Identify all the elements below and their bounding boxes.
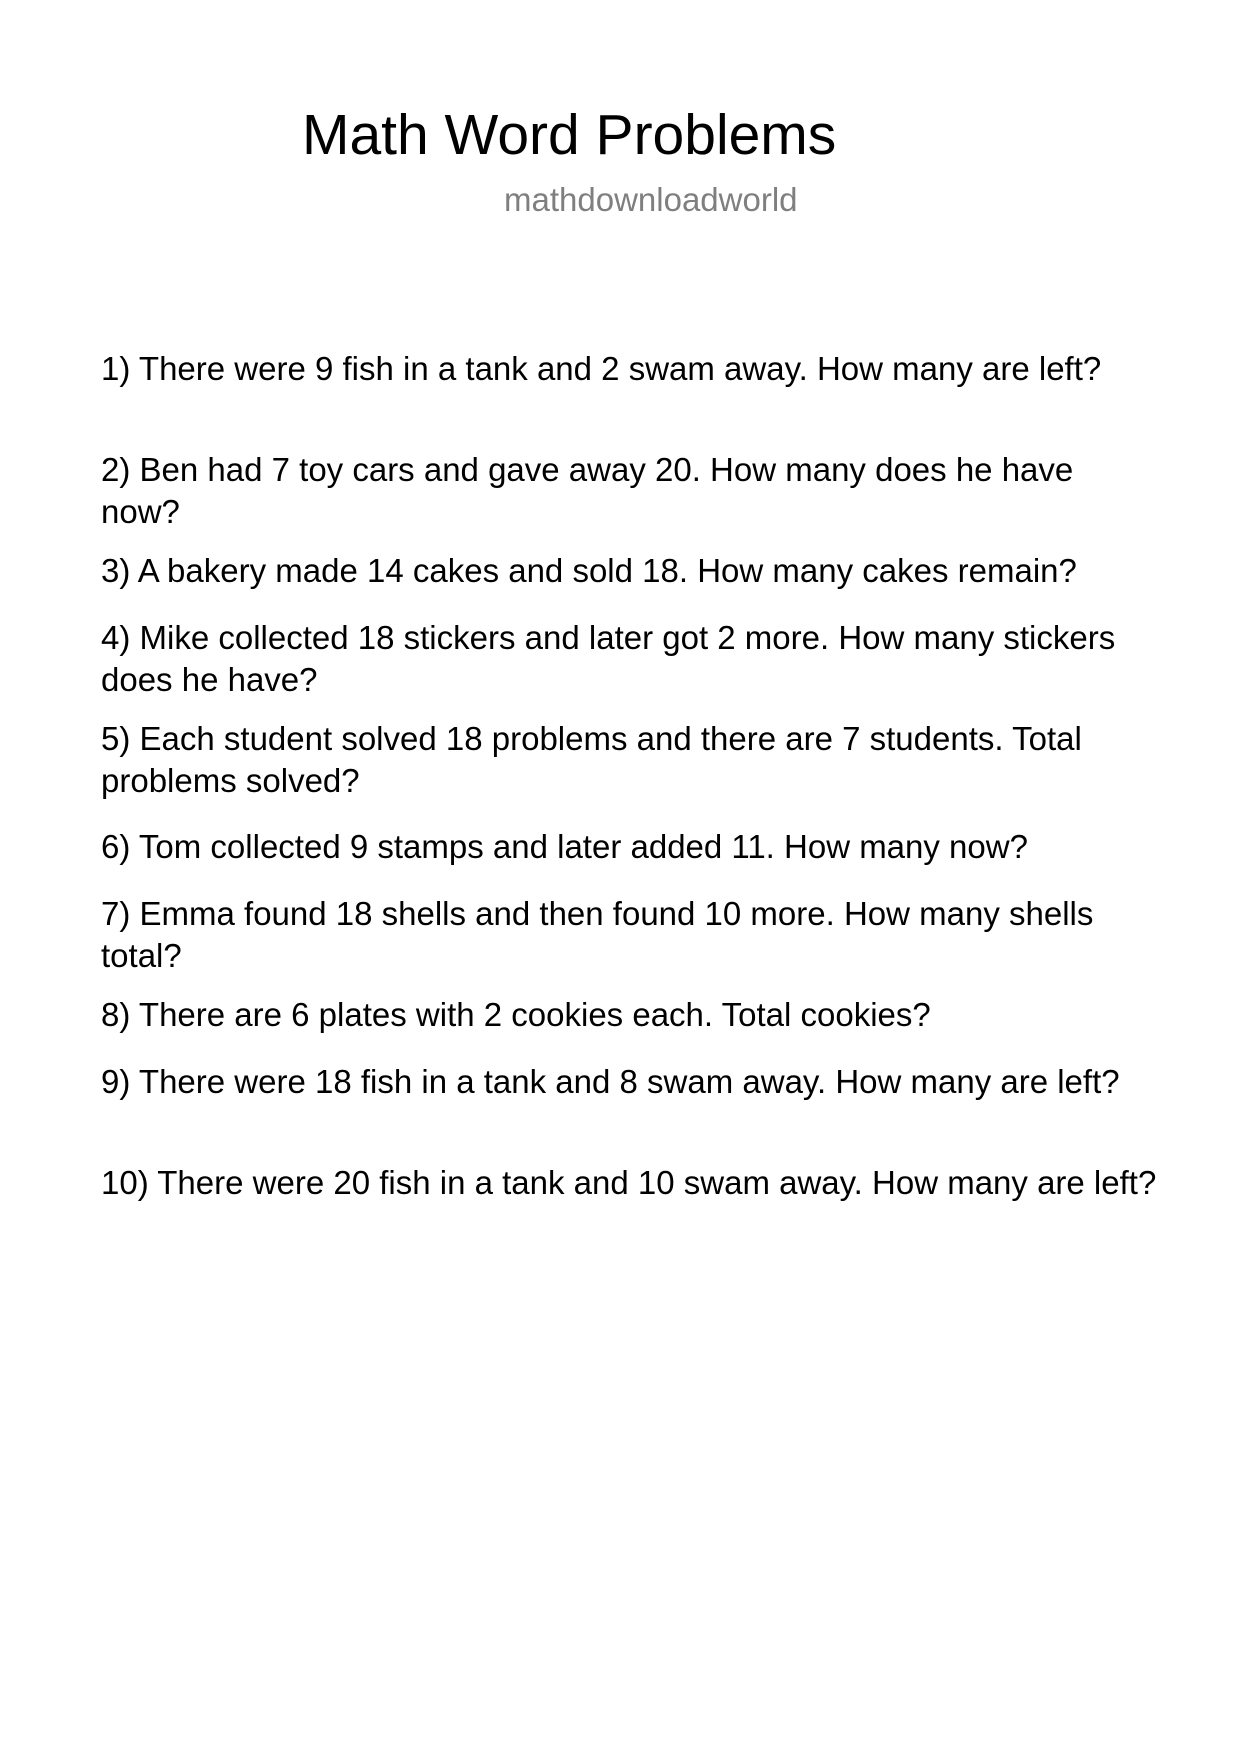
- page-subtitle: mathdownloadworld: [504, 181, 798, 218]
- problem-item: 8) There are 6 plates with 2 cookies each. Total cookies?: [101, 996, 931, 1033]
- problem-item: 1) There were 9 fish in a tank and 2 swam away. How many are left?: [101, 350, 1102, 387]
- problem-item: 6) Tom collected 9 stamps and later added 11. How many now?: [101, 828, 1028, 865]
- problem-item: 10) There were 20 fish in a tank and 10 swam away. How many are left?: [101, 1164, 1157, 1201]
- page-title: Math Word Problems: [302, 103, 837, 167]
- problem-item: 3) A bakery made 14 cakes and sold 18. How many cakes remain?: [101, 552, 1077, 589]
- problem-item: 5) Each student solved 18 problems and there are 7 students. Total problems solved?: [101, 720, 1082, 799]
- problem-item: 7) Emma found 18 shells and then found 10 more. How many shells total?: [101, 895, 1094, 974]
- problem-item: 4) Mike collected 18 stickers and later got 2 more. How many stickers does he have?: [101, 619, 1116, 698]
- problem-item: 2) Ben had 7 toy cars and gave away 20. How many does he have now?: [101, 451, 1074, 530]
- problem-item: 9) There were 18 fish in a tank and 8 swam away. How many are left?: [101, 1063, 1120, 1100]
